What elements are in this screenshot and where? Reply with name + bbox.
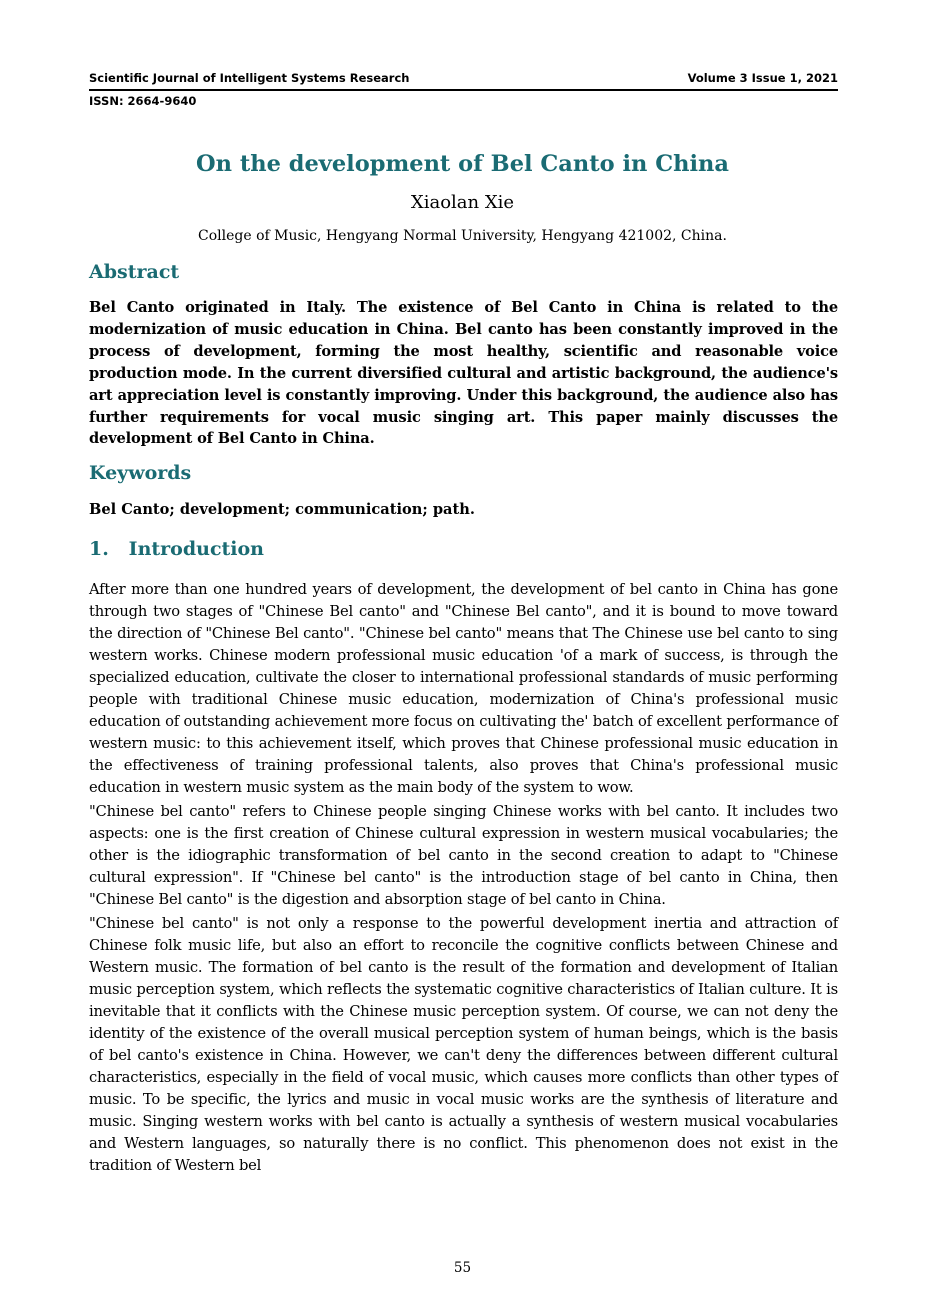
page-number: 55: [453, 1260, 472, 1276]
keywords-text: Bel Canto; development; communication; path.: [89, 501, 475, 518]
abstract-text: Bel Canto originated in Italy. The existence of Bel Canto in China is related to the modernization of music education in China. Bel canto has been constantly improved in the process of development, forming the most healthy, scientific and reasonable voice production mode. In the current diversified cultural and artistic background, the audience's art appreciation level is constantly improving. Under this background, the audience also has further requirements for vocal music singing art. This paper mainly discusses the development of Bel Canto in China.: [89, 299, 838, 448]
header-rule: [89, 89, 838, 91]
body-paragraph: "Chinese bel canto" is not only a response to the powerful development inertia and attraction of Chinese folk music life, but also an effort to reconcile the cognitive conflicts between Chinese and Western music. The formation of bel canto is the result of the formation and development of Italian music perception system, which reflects the systematic cognitive characteristics of Italian culture. It is inevitable that it conflicts with the Chinese music perception system. Of course, we can not deny the identity of the existence of the overall musical perception system of human beings, which is the basis of bel canto's existence in China. However, we can't deny the differences between different cultural characteristics, especially in the field of vocal music, which causes more conflicts than other types of music. To be specific, the lyrics and music in vocal music works are the synthesis of literature and music. Singing western works with bel canto is actually a synthesis of western musical vocabularies and Western languages, so naturally there is no conflict. This phenomenon does not exist in the tradition of Western bel: [89, 915, 838, 1174]
running-header: [89, 71, 838, 108]
abstract-heading: Abstract: [89, 261, 180, 283]
introduction-body: [89, 579, 838, 1179]
body-paragraph: "Chinese bel canto" refers to Chinese people singing Chinese works with bel canto. It includes two aspects: one is the first creation of Chinese cultural expression in western musical vocabularies; the other is the idiographic transformation of bel canto in the second creation to adapt to "Chinese cultural expression". If "Chinese bel canto" is the introduction stage of bel canto in China, then "Chinese Bel canto" is the digestion and absorption stage of bel canto in China.: [89, 803, 838, 908]
keywords-heading: Keywords: [89, 462, 192, 484]
issn: ISSN: 2664-9640: [89, 94, 197, 108]
author-name: Xiaolan Xie: [410, 192, 515, 213]
paper-title: On the development of Bel Canto in China: [196, 151, 729, 177]
volume-issue: Volume 3 Issue 1, 2021: [687, 71, 838, 85]
introduction-heading: 1. Introduction: [89, 538, 264, 560]
header-row: [89, 71, 838, 88]
body-paragraph: After more than one hundred years of development, the development of bel canto in China has gone through two stages of "Chinese Bel canto" and "Chinese Bel canto", and it is bound to move toward the direction of "Chinese Bel canto". "Chinese bel canto" means that The Chinese use bel canto to sing western works. Chinese modern professional music education 'of a mark of success, is through the specialized education, cultivate the closer to international professional standards of music performing people with traditional Chinese music education, modernization of China's professional music education of outstanding achievement more focus on cultivating the' batch of excellent performance of western music: to this achievement itself, which proves that Chinese professional music education in the effectiveness of training professional talents, also proves that China's professional music education in western music system as the main body of the system to wow.: [89, 581, 838, 796]
author-affiliation: College of Music, Hengyang Normal University, Hengyang 421002, China.: [198, 228, 727, 244]
journal-name: Scientific Journal of Intelligent Systems Research: [89, 71, 410, 85]
